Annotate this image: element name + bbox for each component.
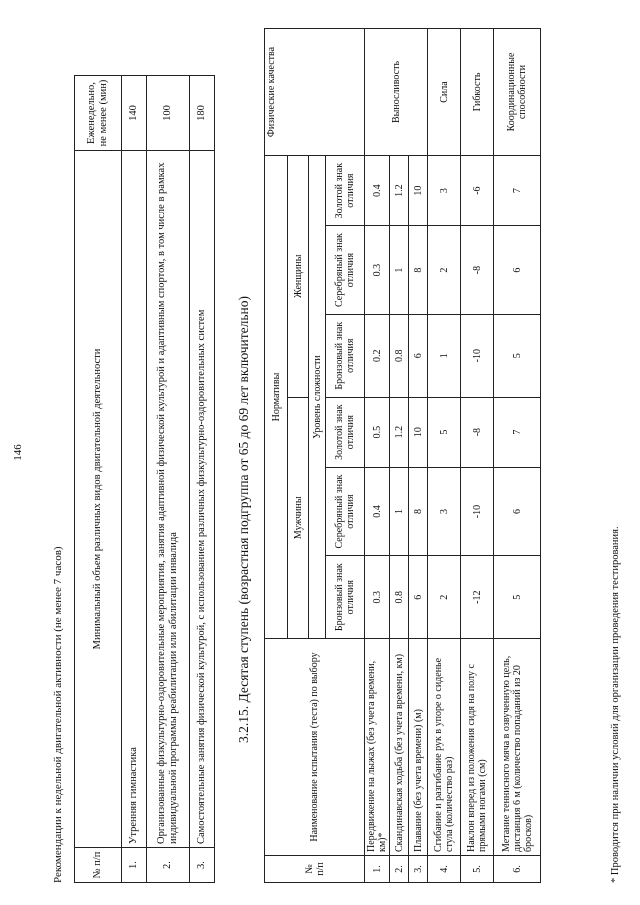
- men-gold: 7: [494, 397, 541, 467]
- men-bronze: 6: [409, 556, 428, 639]
- men-gold: -8: [461, 397, 494, 467]
- row-activity: Утренняя гимнастика: [122, 151, 147, 848]
- footnote: * Проводится при наличии условий для организации проведения тестирования.: [610, 526, 621, 883]
- men-gold: 5: [428, 397, 461, 467]
- table-row: [190, 76, 215, 883]
- women-gold: 10: [409, 156, 428, 226]
- men-silver: 6: [494, 467, 541, 556]
- women-gold: 0.4: [365, 156, 390, 226]
- norms-header-row: [265, 29, 288, 883]
- row-activity: Организованные физкультурно-оздоровительные мероприятия, занятия адаптивной физической культурой и адаптивным спортом, в том числе в рамках индивидуальной программы реабилитации или абилитации инвалида: [147, 151, 190, 848]
- header-men: Мужчины: [288, 397, 309, 638]
- quality-endurance: Выносливость: [365, 29, 428, 156]
- row-num: 3.: [409, 856, 428, 883]
- men-gold: 1.2: [390, 397, 409, 467]
- table-header-row: [75, 76, 122, 883]
- men-bronze: 5: [494, 556, 541, 639]
- women-silver: 8: [409, 226, 428, 315]
- row-test-name: Плавание (без учета времени) (м): [409, 639, 428, 856]
- men-bronze: 0.8: [390, 556, 409, 639]
- row-minutes: 140: [122, 76, 147, 151]
- table-row: [461, 29, 494, 883]
- header-gold: Золотой знак отличия: [326, 156, 365, 226]
- header-bronze: Бронзовый знак отличия: [326, 314, 365, 397]
- men-gold: 0.5: [365, 397, 390, 467]
- header-difficulty: Уровень сложности: [309, 156, 326, 639]
- women-silver: -8: [461, 226, 494, 315]
- header-num: № п/п: [265, 856, 365, 883]
- section-title: 3.2.15. Десятая ступень (возрастная подгруппа от 65 до 69 лет включительно): [236, 295, 251, 743]
- women-bronze: 5: [494, 314, 541, 397]
- row-num: 1.: [122, 848, 147, 883]
- men-bronze: 0.3: [365, 556, 390, 639]
- row-test-name: Сгибание и разгибание рук в упоре о сиденье стула (количество раз): [428, 639, 461, 856]
- women-bronze: 0.2: [365, 314, 390, 397]
- women-gold: -6: [461, 156, 494, 226]
- table-row: [365, 29, 390, 883]
- women-gold: 7: [494, 156, 541, 226]
- row-num: 1.: [365, 856, 390, 883]
- quality-coordination: Координационные способности: [494, 29, 541, 156]
- table-row: [122, 76, 147, 883]
- women-gold: 3: [428, 156, 461, 226]
- women-bronze: -10: [461, 314, 494, 397]
- table-row: [409, 29, 428, 883]
- women-silver: 0.3: [365, 226, 390, 315]
- row-test-name: Наклон вперед из положения сидя на полу с прямыми ногами (см): [461, 639, 494, 856]
- table-row: [428, 29, 461, 883]
- women-bronze: 0.8: [390, 314, 409, 397]
- header-bronze: Бронзовый знак отличия: [326, 556, 365, 639]
- row-minutes: 180: [190, 76, 215, 151]
- women-silver: 1: [390, 226, 409, 315]
- row-num: 2.: [390, 856, 409, 883]
- page-number: 146: [12, 444, 24, 461]
- men-silver: 3: [428, 467, 461, 556]
- header-normatives: Нормативы: [265, 156, 288, 639]
- row-num: 4.: [428, 856, 461, 883]
- header-gold: Золотой знак отличия: [326, 397, 365, 467]
- men-silver: 0.4: [365, 467, 390, 556]
- men-silver: -10: [461, 467, 494, 556]
- men-bronze: -12: [461, 556, 494, 639]
- row-test-name: Скандинавская ходьба (без учета времени, км): [390, 639, 409, 856]
- women-silver: 6: [494, 226, 541, 315]
- row-test-name: Передвижение на лыжах (без учета времени, км)*: [365, 639, 390, 856]
- men-gold: 10: [409, 397, 428, 467]
- recommendation-table: [74, 75, 215, 883]
- table-row: [494, 29, 541, 883]
- women-gold: 1.2: [390, 156, 409, 226]
- header-num: № п/п: [75, 848, 122, 883]
- row-num: 3.: [190, 848, 215, 883]
- norms-table: [264, 28, 541, 883]
- header-silver: Серебряный знак отличия: [326, 467, 365, 556]
- header-women: Женщины: [288, 156, 309, 398]
- men-silver: 8: [409, 467, 428, 556]
- men-bronze: 2: [428, 556, 461, 639]
- header-qualities: Физические качества: [265, 29, 365, 156]
- men-silver: 1: [390, 467, 409, 556]
- recommendation-caption: Рекомендации к недельной двигательной активности (не менее 7 часов): [52, 546, 64, 883]
- quality-strength: Сила: [428, 29, 461, 156]
- table-row: [147, 76, 190, 883]
- women-silver: 2: [428, 226, 461, 315]
- table-row: [390, 29, 409, 883]
- row-activity: Самостоятельные занятия физической культурой, с использованием различных физкультурно-оздоровительных систем: [190, 151, 215, 848]
- row-num: 2.: [147, 848, 190, 883]
- quality-flexibility: Гибкость: [461, 29, 494, 156]
- row-minutes: 100: [147, 76, 190, 151]
- row-num: 5.: [461, 856, 494, 883]
- header-activity: Минимальный объем различных видов двигательной деятельности: [75, 151, 122, 848]
- row-test-name: Метание теннисного мяча в озвученную цель, дистанция 6 м (количество попаданий из 20 бросков): [494, 639, 541, 856]
- header-weekly: Еженедельно, не менее (мин): [75, 76, 122, 151]
- header-test-name: Наименование испытания (теста) по выбору: [265, 639, 365, 856]
- header-silver: Серебряный знак отличия: [326, 226, 365, 315]
- women-bronze: 1: [428, 314, 461, 397]
- row-num: 6.: [494, 856, 541, 883]
- women-bronze: 6: [409, 314, 428, 397]
